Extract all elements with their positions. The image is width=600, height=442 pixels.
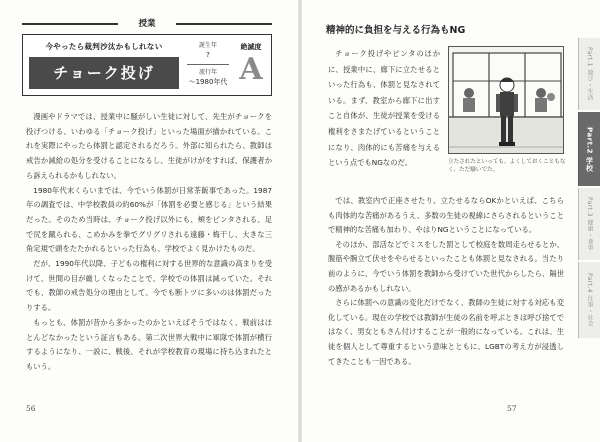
tab-label: Part.3 健康・食事 xyxy=(586,197,592,251)
page-title: チョーク投げ xyxy=(29,57,179,89)
right-body-text xyxy=(328,194,564,369)
paragraph: チョーク投げやピンタのほかに、授業中に、廊下に立たせるといった行為も、体罰と見なされている。まず、教室から廊下に出すこと自体が、生徒が授業を受ける権利をさまたげているということになり、肉体的にも苦痛を与えるという点でもNGなのだ。 xyxy=(328,49,440,168)
tab-label: Part.1 遊び・生活 xyxy=(586,47,592,101)
paragraph: そのほか、部活などでミスをした罰として校庭を数周走らせるとか、腹筋や腕立て伏せをやらせるといったことも体罰と見なされる。当たり前のように、今でいう体罰を教師から受けていた世代からしたら、隔世の感があるかもしれない。 xyxy=(328,239,564,293)
tab-part1[interactable] xyxy=(578,38,600,110)
popular-value: 〜1980年代 xyxy=(188,78,228,86)
intro-text xyxy=(328,46,440,171)
left-page xyxy=(0,0,298,442)
page-number-right: 57 xyxy=(507,404,517,413)
category-label: 授業 xyxy=(138,19,156,29)
paragraph: さらに体罰への意識の変化だけでなく、教師の生徒に対する対応も変化している。現在の学校では教師が生徒の名前を呼ぶときは呼び捨てではなく、男女ともさん付けすることが一般的になっている。これは、生徒を個人として尊重するという意味とともに、LGBTの考え方が浸透してきたことも一因である。 xyxy=(328,298,564,366)
category-header xyxy=(22,18,272,30)
hallway-student-illustration xyxy=(448,46,564,154)
tab-part2[interactable] xyxy=(578,112,600,186)
extinction-rating xyxy=(235,41,267,87)
paragraph: もっとも、体罰が昔から多かったのかといえばそうではなく、戦前はほとんどなかったという証言もある。第二次世界大戦中に軍隊で体罰が横行するようになり、一説に、戦後、それが学校教育の現場に持ち込まれたともいう。 xyxy=(26,317,272,371)
title-subtitle: 今やったら裁判沙汰かもしれない xyxy=(45,42,163,51)
chapter-tabs xyxy=(578,38,600,338)
popular-label: 流行年 xyxy=(198,69,217,76)
tab-label: Part.2 学校 xyxy=(585,126,594,172)
illustration-caption: 立たされたといっても、よくしておくこともなく、ただ騒いでた。 xyxy=(448,159,566,173)
paragraph: 漫画やドラマでは、授業中に騒がしい生徒に対して、先生がチョークを投げつける、いわゆる「チョーク投げ」といった場面が描かれている。これを実際にやったら体罰と認定されるだろう。外部に知られたら、教師は戒告か減給の処分を受けることになるし、生徒がけがをすれば、保護者から訴えられるかもしれない。 xyxy=(26,112,272,180)
section-heading: 精神的に負担を与える行為もNG xyxy=(326,25,466,36)
right-page xyxy=(302,0,600,442)
tab-part4[interactable] xyxy=(578,262,600,338)
origin-label: 誕生年 xyxy=(198,42,217,49)
rating-grade: A xyxy=(239,52,263,87)
rating-label: 絶滅度 xyxy=(240,43,262,51)
paragraph: では、教室内で正座させたり、立たせるならOKかといえば、こちらも肉体的な苦痛があるうえ、多数の生徒の視線にさらされるということで精神的な苦痛も加わり、やはりNGということになっている。 xyxy=(328,196,564,235)
paragraph: だが、1990年代以降、子どもの権利に対する世界的な意識の高まりを受けて、世間の目が厳しくなったことで、学校での体罰は減っていた。それでも、教師の戒告処分の理由として、今でも断トツに多いのは体罰だったりする。 xyxy=(26,259,272,313)
page-number-left: 56 xyxy=(26,404,36,413)
tab-part3[interactable] xyxy=(578,188,600,260)
tab-label: Part.4 仕事・社会 xyxy=(586,273,592,327)
illustration-drawing xyxy=(449,47,564,154)
paragraph: 1980年代末くらいまでは、今でいう体罰が日常茶飯事であった。1987年の調査では、中学校教員の約60%が「体罰を必要と感じる」という結果だった。そのため当時は、チョーク投げ以外にも、頬をピンタされる、足で尻を蹴られる、こめかみを拳でグリグリされる遠藤・梅干し、大きな三角定規で頭をたたかれるといった行為も、学校でよく見かけたものだ。 xyxy=(26,185,272,254)
left-body-text xyxy=(26,110,272,375)
title-box xyxy=(22,34,272,96)
era-meta xyxy=(185,41,231,88)
origin-value: ? xyxy=(206,51,210,59)
